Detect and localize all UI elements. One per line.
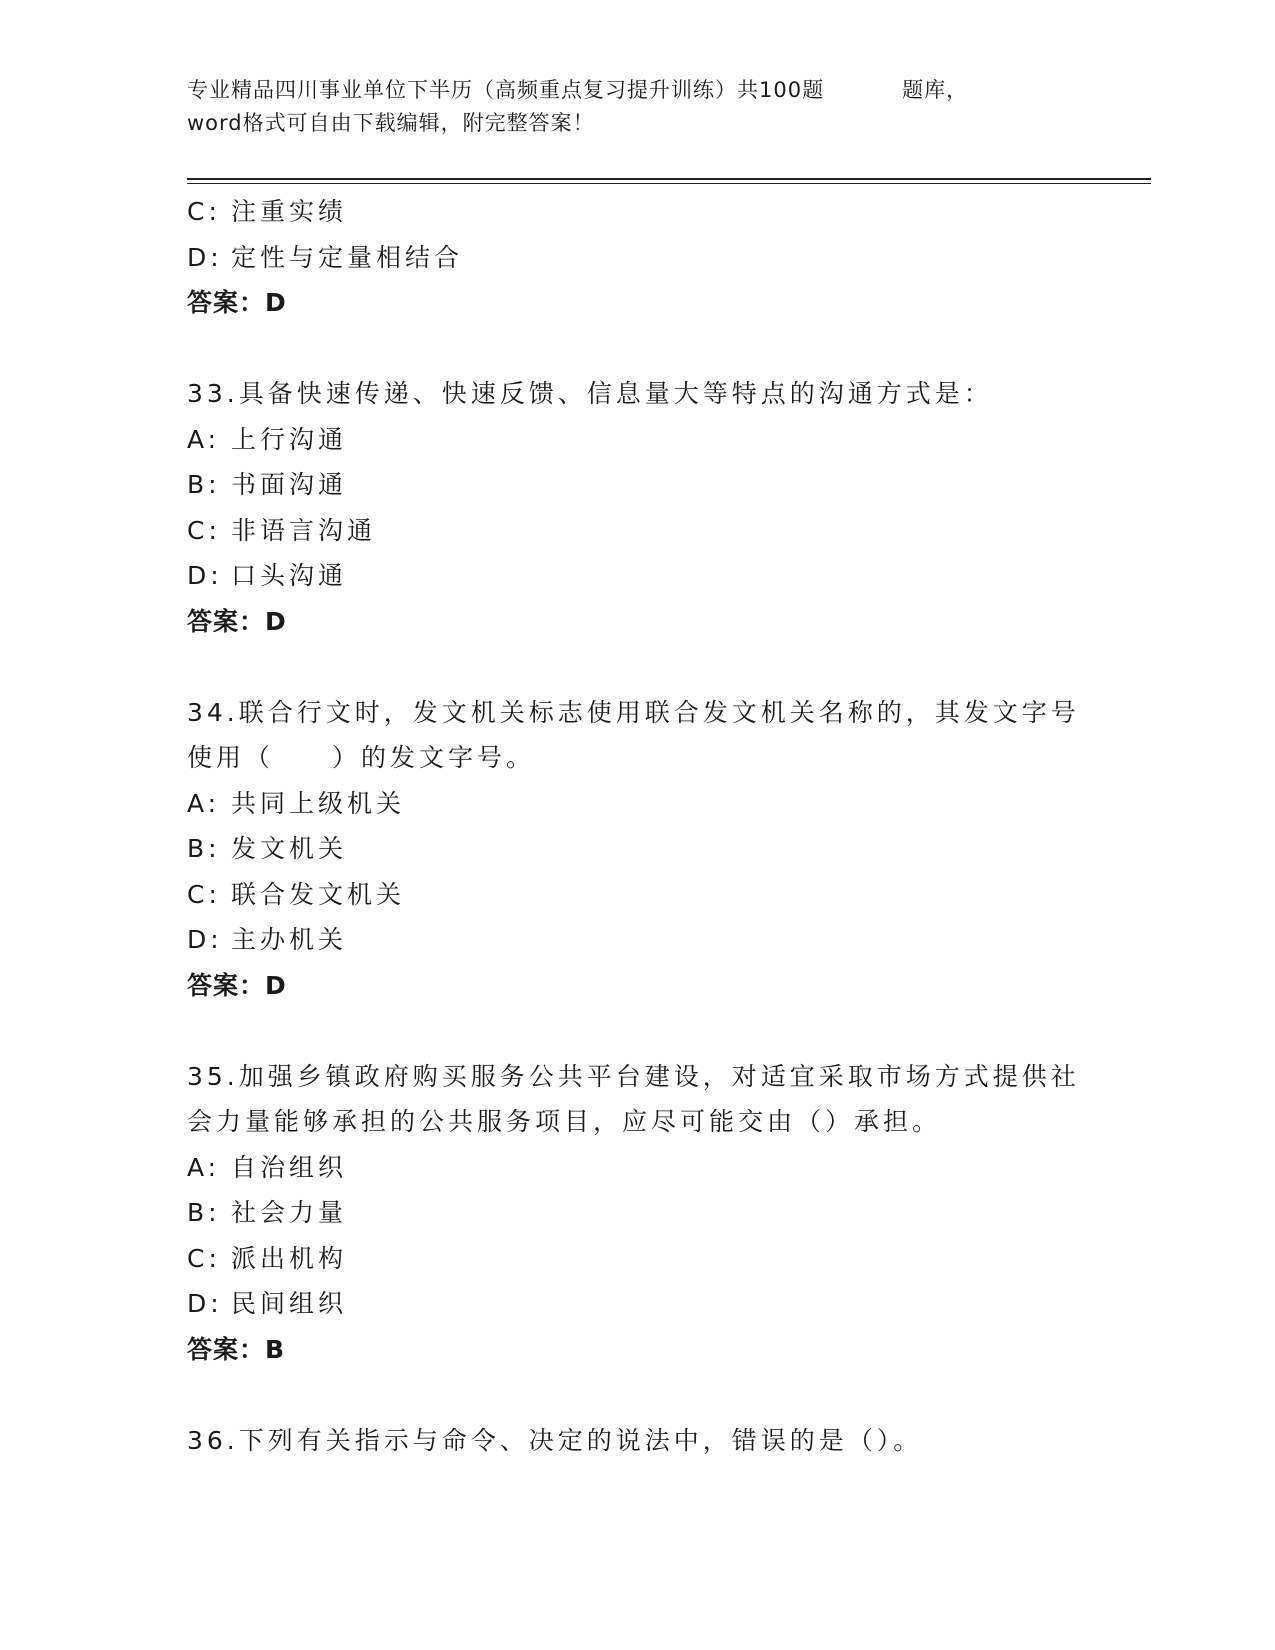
- option-b: B: 发文机关: [187, 834, 348, 863]
- header-rule-thick: [187, 178, 1151, 180]
- option-a: A: 上行沟通: [187, 424, 348, 454]
- answer-line: 答案：D: [187, 288, 287, 317]
- question-stem: 34.联合行文时，发文机关标志使用联合发文机关名称的，其发文字号: [187, 697, 1080, 727]
- answer-line: 答案：D: [187, 970, 287, 1000]
- question-stem-cont: 使用（ ）的发文字号。: [187, 743, 536, 772]
- question-36: [187, 1418, 1087, 1464]
- question-35: [187, 1054, 1087, 1373]
- option-d: D: 口头沟通: [187, 561, 348, 590]
- header-line-2: word格式可自由下载编辑，附完整答案！: [187, 111, 595, 135]
- question-stem: 36.下列有关指示与命令、决定的说法中，错误的是（）。: [187, 1425, 923, 1455]
- option-b: B: 社会力量: [187, 1198, 348, 1227]
- question-33: [187, 371, 1087, 644]
- option-c: C: 注重实绩: [187, 197, 348, 226]
- header-line-1: [187, 74, 1087, 107]
- option-a: A: 自治组织: [187, 1152, 348, 1182]
- option-b: B: 书面沟通: [187, 470, 348, 499]
- header-title-suffix: 题库，: [902, 78, 969, 102]
- answer-line: 答案：D: [187, 606, 287, 636]
- option-d: D: 民间组织: [187, 1289, 348, 1318]
- question-list: [187, 189, 1087, 1463]
- answer-line: 答案：B: [187, 1334, 286, 1364]
- page-header: [187, 74, 1087, 140]
- question-stem: 35.加强乡镇政府购买服务公共平台建设，对适宜采取市场方式提供社: [187, 1061, 1080, 1091]
- option-c: C: 非语言沟通: [187, 515, 377, 545]
- option-c: C: 派出机构: [187, 1243, 348, 1273]
- option-d: D: 主办机关: [187, 925, 348, 954]
- option-d: D: 定性与定量相结合: [187, 242, 464, 272]
- header-title: 专业精品四川事业单位下半历（高频重点复习提升训练）共100题: [187, 78, 825, 102]
- option-a: A: 共同上级机关: [187, 788, 406, 818]
- previous-question: [187, 189, 1087, 326]
- option-c: C: 联合发文机关: [187, 879, 406, 909]
- header-rule-thin: [187, 183, 1151, 184]
- question-stem: 33.具备快速传递、快速反馈、信息量大等特点的沟通方式是：: [187, 379, 993, 408]
- question-34: [187, 690, 1087, 1009]
- question-stem-cont: 会力量能够承担的公共服务项目，应尽可能交由（）承担。: [187, 1107, 942, 1136]
